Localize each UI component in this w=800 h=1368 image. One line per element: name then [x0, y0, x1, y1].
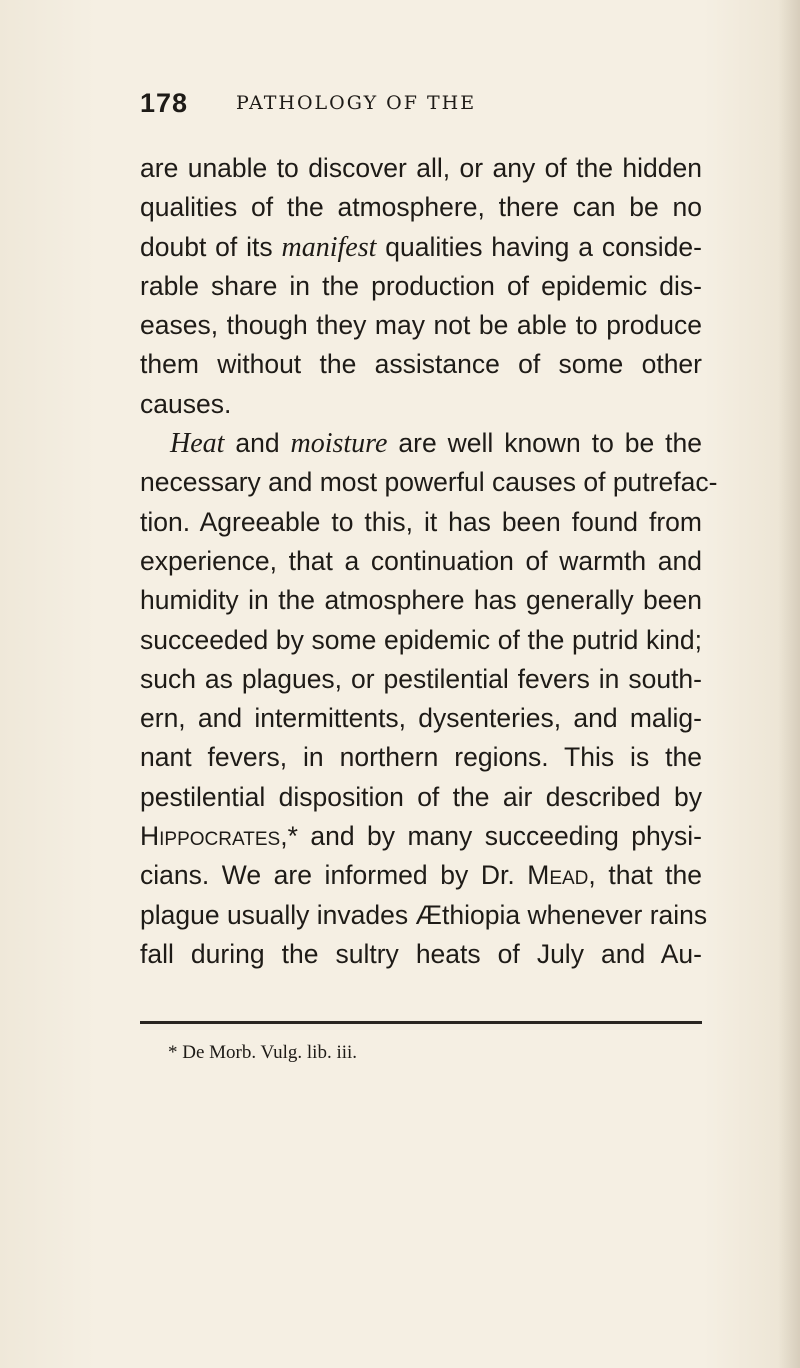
- text-line: nant fevers, in northern regions. This is the: [140, 742, 702, 773]
- page-number: 178: [140, 88, 189, 118]
- text-line: [140, 856, 702, 895]
- text-line: rable share in the production of epidemic dis-: [140, 270, 702, 301]
- text-line: pestilential disposition of the air described by: [140, 781, 702, 812]
- text-run: and: [224, 428, 291, 459]
- italic-word: manifest: [281, 231, 377, 263]
- text-line: plague usually invades Æthiopia whenever rains: [140, 899, 708, 930]
- italic-word: Heat: [170, 428, 225, 460]
- running-head: PATHOLOGY OF THE: [236, 92, 477, 114]
- page-edge-shadow: [778, 0, 800, 1368]
- text-run: doubt of its: [140, 231, 282, 262]
- page-header: [140, 88, 700, 128]
- author-name: Mead,: [527, 860, 596, 891]
- body-text: [140, 149, 718, 974]
- text-run: * and by many succeeding physi-: [287, 821, 702, 852]
- text-line: necessary and most powerful causes of putrefac-: [140, 467, 718, 498]
- text-line: causes.: [140, 388, 232, 419]
- text-run: qualities having a conside-: [376, 231, 702, 262]
- text-line: such as plagues, or pestilential fevers in south-: [140, 663, 702, 694]
- text-line: [140, 228, 702, 267]
- text-run: that the: [595, 860, 702, 891]
- text-run: are well known to be the: [387, 428, 702, 459]
- text-line: succeeded by some epidemic of the putrid kind;: [140, 624, 702, 655]
- text-line: them without the assistance of some other: [140, 349, 702, 380]
- text-run: cians. We are informed by Dr.: [140, 860, 528, 891]
- italic-word: moisture: [290, 428, 388, 460]
- author-name: Hippocrates,: [140, 821, 288, 852]
- text-line: [140, 424, 702, 463]
- text-line: experience, that a continuation of warmth and: [140, 545, 702, 576]
- text-line: ern, and intermittents, dysenteries, and malig-: [140, 703, 702, 734]
- text-line: fall during the sultry heats of July and Au-: [140, 938, 702, 969]
- footnote: * De Morb. Vulg. lib. iii.: [168, 1042, 358, 1063]
- text-line: humidity in the atmosphere has generally been: [140, 585, 702, 616]
- text-line: eases, though they may not be able to produce: [140, 310, 702, 341]
- text-line: tion. Agreeable to this, it has been found from: [140, 506, 702, 537]
- text-line: qualities of the atmosphere, there can be no: [140, 192, 702, 223]
- footnote-rule: [140, 1021, 702, 1024]
- text-line: are unable to discover all, or any of the hidden: [140, 153, 702, 183]
- text-line: [140, 817, 702, 856]
